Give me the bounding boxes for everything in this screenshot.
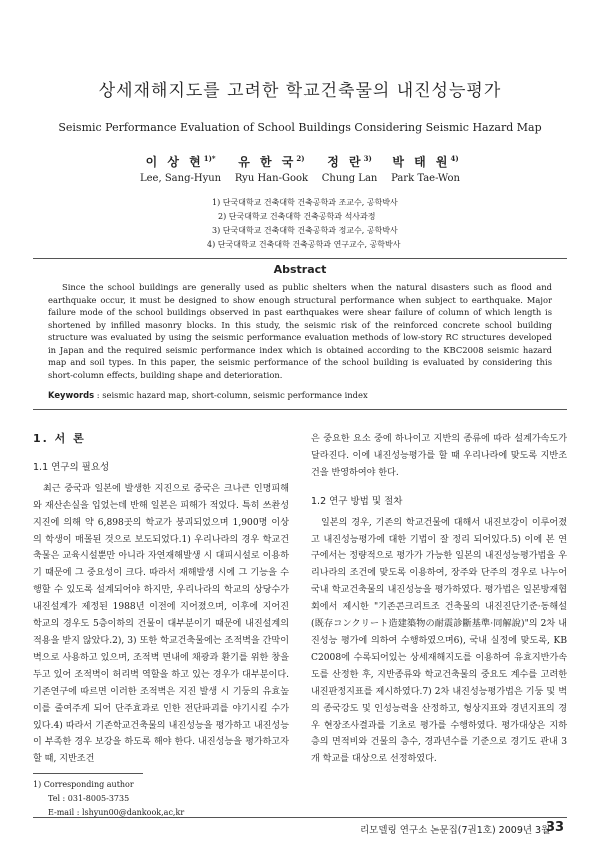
affiliation-2: 2) 단국대학교 건축대학 건축공학과 석사과정 [218,212,376,221]
affiliation-4: 4) 단국대학교 건축대학 건축공학과 연구교수, 공학박사 [207,240,401,249]
paragraph-1-1: 최근 중국과 일본에 발생한 지진으로 중국은 크나큰 인명피해와 재산손실을 입었는데 반해 일본은 피해가 적었다. 특히 쓰촨성 지진에 의해 약 6,898곳의 학교가 붕괴되었으며 1,900명 이상의 학생이 매몰된 것으로 보도되었다.1) 우리나라의 경우 학교건축물은 교육시설뿐만 아니라 자연재해발생 시 대피시설로 이용하기 때문에 그 중요성이 크다. 따라서 재해발생 시에 그 기능을 수행할 수 있도록 설계되어야 하지만, 우리나라의 학교의 상당수가 내진설계가 제정된 1988년 이전에 지어졌으며, 이후에 지어진 학교의 경우도 5층이하의 건물이 대부분이기 때문에 내진설계의 적용을 받지 않았다.2), 3) 또한 학교건축물에는 조적벽을 간막이벽으로 사용하고 있으며, 조적벽 면내에 채광과 환기를 위한 창을 두고 있어 조적벽이 허리벽 역할을 하고 있는 경우가 대부분이다. 기존연구에 따르면 이러한 조적벽은 지진 발생 시 기둥의 유효높이를 줄여주게 되어 단주효과로 인한 전단파괴를 야기시킬 수가 있다.4) 따라서 기존학교건축물의 내진성능을 평가하고 내진성능이 부족한 경우 보강을 하도록 해야 한다. 내진성능을 평가하고자 할 때, 지반조건 [33,483,289,765]
abstract-bottom-rule [33,409,567,410]
footnote-email: E-mail : lshyun00@dankook,ac,kr [48,808,185,817]
author-list [140,153,460,184]
author-name-ko: 이 상 현 [145,155,204,169]
journal-citation: 리모델링 연구소 논문집(7권1호) 2009년 3월 [360,825,551,836]
footnote-corresponding: 1) Corresponding author [33,780,134,789]
author-name-ko: 박 태 원 [392,155,451,169]
author-affil-mark: 3) [363,154,372,163]
author-affil-mark: 4) [450,154,459,163]
affiliation-1: 1) 단국대학교 건축대학 건축공학과 조교수, 공학박사 [212,198,398,207]
page-footer-rule [33,817,567,818]
paper-title-korean: 상세재해지도를 고려한 학교건축물의 내진성능평가 [98,81,502,101]
author-2 [235,153,308,184]
author-name-ko: 유 한 국 [238,155,297,169]
paragraph-1-1-continued: 은 중요한 요소 중에 하나이고 지반의 종류에 따라 설계가속도가 달라진다. 이에 내진성능평가를 할 때 우리나라에 맞도록 지반조건을 반영하여야 한다. [311,434,567,478]
footnote-tel: Tel : 031-8005-3735 [48,794,130,803]
author-affil-mark: 1)* [203,154,216,163]
paper-title-english: Seismic Performance Evaluation of School Buildings Considering Seismic Hazard Map [58,121,542,134]
abstract-top-rule [33,258,567,259]
author-name-en: Ryu Han-Gook [234,173,309,184]
author-name-en: Park Tae-Won [391,173,460,184]
left-column [33,431,289,768]
author-1 [140,153,221,184]
author-4 [391,153,460,184]
page-number: 33 [546,820,565,835]
author-name-en: Lee, Sang-Hyun [140,173,222,184]
author-affil-mark: 2) [296,154,305,163]
footnote [33,778,184,820]
section-heading-introduction: 1. 서 론 [33,432,86,445]
abstract-heading: Abstract [273,263,327,276]
author-name-en: Chung Lan [321,173,378,184]
paragraph-1-2: 일본의 경우, 기존의 학교건물에 대해서 내진보강이 이루어졌고 내진성능평가에 대한 기법이 잘 정리 되어있다.5) 이에 본 연구에서는 정량적으로 평가가 가능한 일본의 내진성능평가법을 우리나라의 조건에 맞도록 이용하여, 장주와 단주의 경우로 나누어 국내 학교건축물의 내진성능을 평가하였다. 평가법은 일본방재협회에서 제시한 "기존콘크리트조 건축물의 내진진단기준·동해설(既存コンクリート造建築物の耐震診斷基準·同解說)"의 2차 내진성능 평가에 의하여 수행하였으며6), 국내 실정에 맞도록, KBC2008에 수록되어있는 상세재해지도를 이용하여 유효지반가속도를 산정한 후, 지반종류와 학교건축물의 중요도 계수를 고려한 내진판정지표를 제시하였다.7) 2차 내진성능평가법은 기둥 및 벽의 종국강도 및 인성능력을 산정하고, 형상지표와 경년지표의 경우 현장조사결과를 기초로 평가를 수행하였다. 평가대상은 지하층의 면적비와 건물의 층수, 경과년수를 기준으로 경기도 관내 3개 학교를 대상으로 선정하였다. [311,517,567,765]
keywords-text: : seismic hazard map, short-column, seismic performance index [94,390,368,400]
author-name-ko: 정 란 [327,155,364,169]
subsection-heading-1-1: 1.1 연구의 필요성 [33,461,110,473]
abstract-text: Since the school buildings are generally used as public shelters when the natural disasters such as flood and earthquake occur, it must be designed to show enough structural performance when subject to earthquake. Major failure mode of the school buildings observed in past earthquakes were shear failure of column of which length is shortened by infilled masonry blocks. In this study, the seismic risk of the reinforced concrete school building structure was evaluated by using the seismic performance evaluation methods of low-story RC structures developed in Japan and the required seismic performance index which is obtained according to the KBC2008 seismic hazard map and soil types. In this paper, the seismic performance of the school building is evaluated by considering this short-column effects, building shape and deterioration. [48,282,552,380]
affiliation-3: 3) 단국대학교 건축대학 건축공학과 정교수, 공학박사 [212,226,398,235]
affiliation-list [207,196,401,252]
keywords-label: Keywords [48,390,95,400]
footnote-rule [33,773,143,774]
subsection-heading-1-2: 1.2 연구 방법 및 절차 [311,495,403,507]
keywords [48,390,368,400]
right-column [311,431,567,768]
author-3 [322,153,378,184]
